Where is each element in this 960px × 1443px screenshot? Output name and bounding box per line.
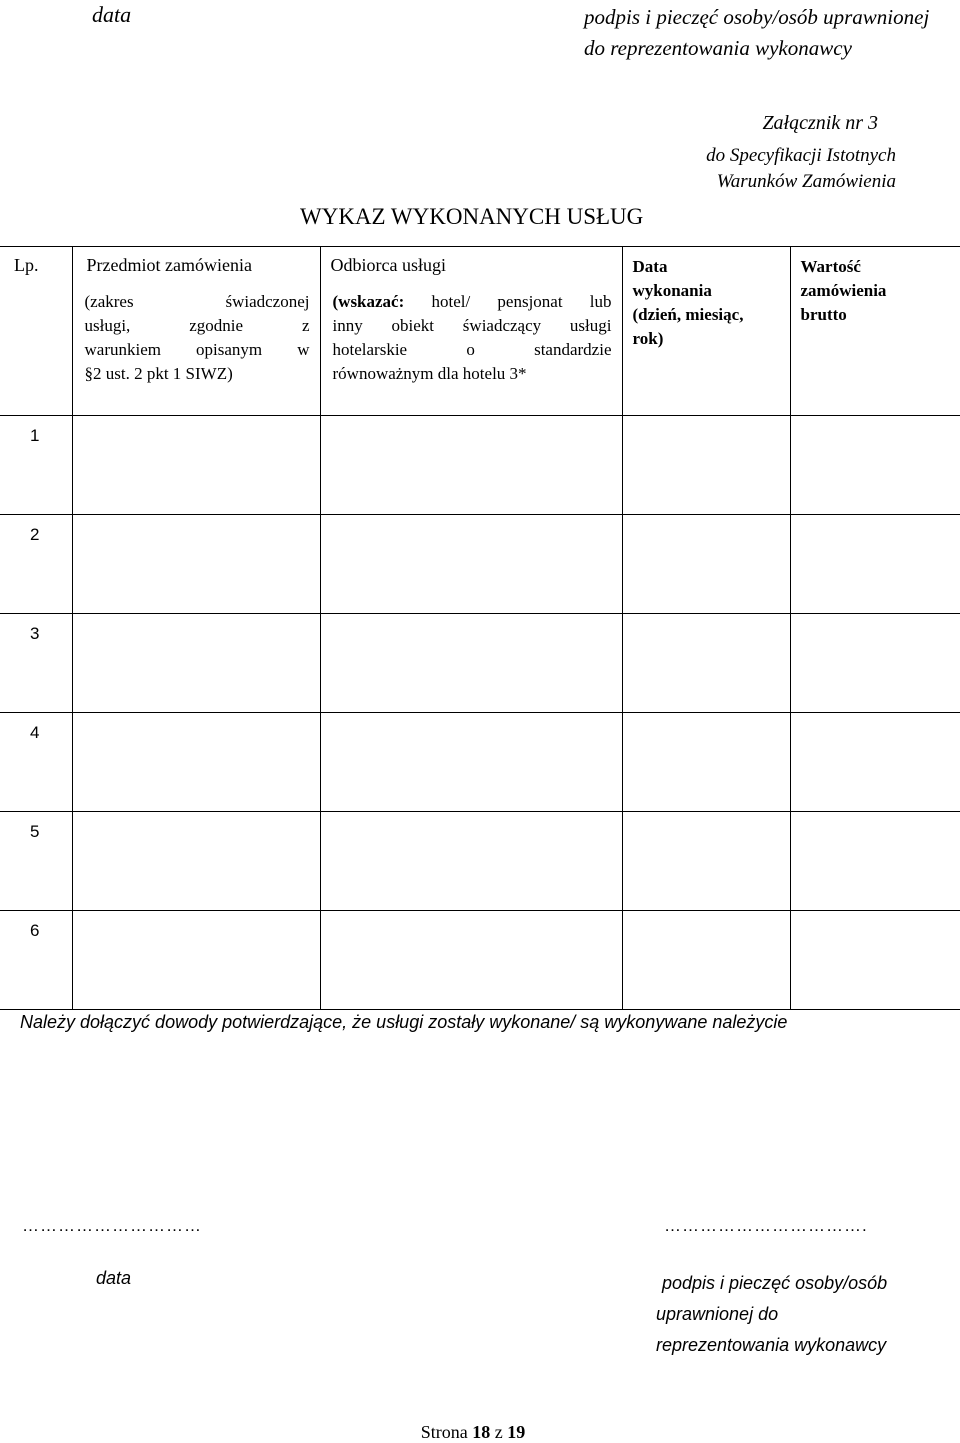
row-value-cell[interactable] — [790, 515, 960, 614]
header-date-l2: wykonania — [633, 279, 780, 303]
row-subject-cell[interactable] — [72, 614, 320, 713]
row-recipient-cell[interactable] — [320, 614, 622, 713]
header-recipient-desc-l3: hotelarskie o standardzie — [321, 338, 622, 362]
header-date-l1: Data — [633, 255, 780, 279]
row-number-cell — [0, 515, 72, 614]
row-number: 6 — [0, 911, 72, 941]
row-number: 2 — [0, 515, 72, 545]
row-subject-cell[interactable] — [72, 713, 320, 812]
row-recipient-cell[interactable] — [320, 713, 622, 812]
header-date-l4: rok) — [633, 327, 780, 351]
table-row — [0, 812, 960, 911]
header-value-l2: zamówienia — [801, 279, 951, 303]
header-recipient-desc-l1 — [321, 276, 622, 314]
table-header-row — [0, 247, 960, 416]
row-subject-cell[interactable] — [72, 416, 320, 515]
row-number-cell — [0, 812, 72, 911]
header-lp: Lp. — [0, 247, 72, 276]
annex-subtitle — [640, 143, 940, 195]
row-recipient-cell[interactable] — [320, 911, 622, 1010]
annex-block — [640, 112, 940, 195]
header-subject-cell — [72, 247, 320, 416]
top-date-label: data — [92, 2, 131, 28]
header-date-l3: (dzień, miesiąc, — [633, 303, 780, 327]
row-number: 4 — [0, 713, 72, 743]
table-row — [0, 713, 960, 812]
header-subject-title: Przedmiot zamówienia — [73, 247, 320, 276]
bottom-signature-l3: reprezentowania wykonawcy — [656, 1330, 946, 1361]
services-table — [0, 246, 960, 1010]
header-value-l1: Wartość — [801, 255, 951, 279]
header-subject-desc-l4: §2 ust. 2 pkt 1 SIWZ) — [73, 362, 320, 386]
header-recipient-desc-l4: równoważnym dla hotelu 3* — [321, 362, 622, 386]
row-recipient-cell[interactable] — [320, 812, 622, 911]
row-number: 3 — [0, 614, 72, 644]
header-recipient-desc-rest: hotel/ pensjonat lub — [404, 292, 611, 311]
page-heading: WYKAZ WYKONANYCH USŁUG — [300, 204, 643, 230]
row-subject-cell[interactable] — [72, 812, 320, 911]
row-number-cell — [0, 416, 72, 515]
date-signature-line: ………………………… — [22, 1216, 202, 1236]
header-recipient-desc-l2: inny obiekt świadczący usługi — [321, 314, 622, 338]
annex-subtitle-line2: Warunków Zamówienia — [717, 171, 896, 192]
row-number: 5 — [0, 812, 72, 842]
header-date-cell — [622, 247, 790, 416]
row-date-cell[interactable] — [622, 614, 790, 713]
footer-page-number: 18 — [472, 1422, 490, 1442]
row-date-cell[interactable] — [622, 515, 790, 614]
annex-title: Załącznik nr 3 — [640, 112, 940, 135]
header-lp-cell — [0, 247, 72, 416]
header-recipient-cell — [320, 247, 622, 416]
row-number: 1 — [0, 416, 72, 446]
row-subject-cell[interactable] — [72, 911, 320, 1010]
header-value — [791, 247, 960, 327]
footer-prefix: Strona — [421, 1422, 468, 1442]
table-row — [0, 911, 960, 1010]
table-row — [0, 416, 960, 515]
row-date-cell[interactable] — [622, 812, 790, 911]
header-value-l3: brutto — [801, 303, 951, 327]
row-value-cell[interactable] — [790, 416, 960, 515]
row-value-cell[interactable] — [790, 911, 960, 1010]
row-number-cell — [0, 911, 72, 1010]
bottom-signature-l1: podpis i pieczęć osoby/osób — [656, 1268, 946, 1299]
header-subject-desc-l3: warunkiem opisanym w — [73, 338, 320, 362]
row-value-cell[interactable] — [790, 614, 960, 713]
row-date-cell[interactable] — [622, 713, 790, 812]
row-recipient-cell[interactable] — [320, 416, 622, 515]
row-value-cell[interactable] — [790, 713, 960, 812]
row-recipient-cell[interactable] — [320, 515, 622, 614]
row-subject-cell[interactable] — [72, 515, 320, 614]
evidence-note: Należy dołączyć dowody potwierdzające, że usługi zostały wykonane/ są wykonywane należycie — [20, 1012, 787, 1033]
table-row — [0, 515, 960, 614]
header-subject-desc-l2: usługi, zgodnie z — [73, 314, 320, 338]
row-number-cell — [0, 614, 72, 713]
annex-subtitle-line1: do Specyfikacji Istotnych — [706, 145, 896, 166]
footer-total-pages: 19 — [507, 1422, 525, 1442]
header-value-cell — [790, 247, 960, 416]
signature-line: ……………………………. — [664, 1216, 868, 1236]
bottom-signature-label — [656, 1268, 946, 1361]
row-date-cell[interactable] — [622, 416, 790, 515]
header-subject-desc-l1: (zakres świadczonej — [73, 276, 320, 314]
bottom-signature-l2: uprawnionej do — [656, 1299, 946, 1330]
top-signature-label: podpis i pieczęć osoby/osób uprawnionej do reprezentowania wykonawcy — [584, 2, 944, 64]
row-date-cell[interactable] — [622, 911, 790, 1010]
row-number-cell — [0, 713, 72, 812]
header-date — [623, 247, 790, 351]
header-recipient-desc-bold: (wskazać: — [333, 292, 405, 311]
bottom-date-label: data — [96, 1268, 131, 1289]
footer-middle: z — [495, 1422, 503, 1442]
header-recipient-title: Odbiorca usługi — [321, 247, 622, 276]
row-value-cell[interactable] — [790, 812, 960, 911]
table-row — [0, 614, 960, 713]
